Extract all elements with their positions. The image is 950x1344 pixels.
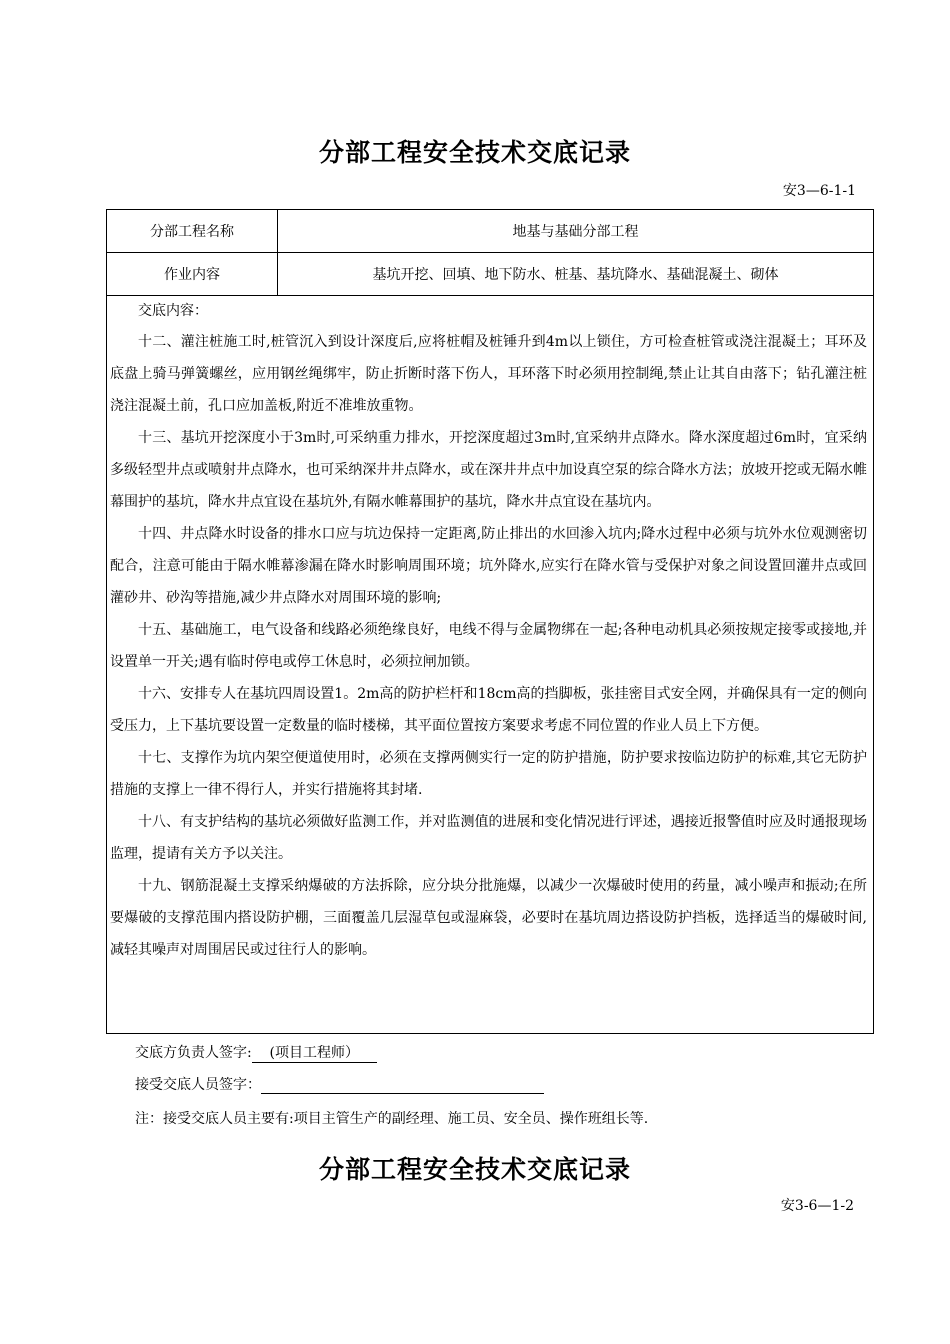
paragraph: 十五、基础施工，电气设备和线路必须绝缘良好，电线不得与金属物绑在一起;各种电动机具必须按规定接零或接地,并设置单一开关;遇有临时停电或停工休息时，必须拉闸加锁。 <box>110 622 867 670</box>
paragraph: 十九、钢筋混凝土支撑采纳爆破的方法拆除，应分块分批施爆，以减少一次爆破时使用的药量，减小噪声和振动;在所要爆破的支撑范围内搭设防护棚，三面覆盖几层湿草包或湿麻袋，必要时在基坑周边搭设防护挡板，选择适当的爆破时间,减轻其噪声对周围居民或过往行人的影响。 <box>110 878 867 958</box>
disclosure-table <box>106 209 874 1034</box>
paragraph: 十七、支撑作为坑内架空便道使用时，必须在支撑两侧实行一定的防护措施，防护要求按临边防护的标难,其它无防护措施的支撑上一律不得行人，并实行措施将其封堵. <box>110 750 867 798</box>
page-title: 分部工程安全技术交底记录 <box>318 1155 631 1184</box>
discloser-signature-field: (项目工程师） <box>252 1042 377 1063</box>
project-name-label: 分部工程名称 <box>107 210 278 252</box>
discloser-signature-label: 交底方负责人签字: <box>135 1045 252 1061</box>
receiver-signature-field <box>261 1077 544 1094</box>
paragraph: 十六、安排专人在基坑四周设置1。2m高的防护栏杆和18cm高的挡脚板，张挂密目式安全网，并确保具有一定的侧向受压力，上下基坑要设置一定数量的临时楼梯，其平面位置按方案要求考虑不同位置的作业人员上下方便。 <box>110 686 867 734</box>
table-row <box>107 252 873 296</box>
paragraph: 十四、井点降水时设备的排水口应与坑边保持一定距离,防止排出的水回渗入坑内;降水过程中必须与坑外水位观测密切配合，注意可能由于隔水帷幕渗漏在降水时影响周围环境；坑外降水,应实行在降水管与受保护对象之间设置回灌井点或回灌砂井、砂沟等措施,减少井点降水对周围环境的影响; <box>110 526 867 606</box>
form-code: 安3—6-1-1 <box>782 183 856 199</box>
disclosure-content <box>107 296 873 1033</box>
paragraph: 十八、有支护结构的基坑必须做好监测工作，并对监测值的进展和变化情况进行评述，遇接近报警值时应及时通报现场监理，提请有关方予以关注。 <box>110 814 867 862</box>
receiver-signature <box>135 1074 544 1094</box>
work-content-value: 基坑开挖、回填、地下防水、桩基、基坑降水、基础混凝土、砌体 <box>372 266 779 283</box>
discloser-signature <box>135 1042 377 1063</box>
work-content-label: 作业内容 <box>107 252 278 295</box>
table-row <box>107 210 873 253</box>
note: 注：接受交底人员主要有:项目主管生产的副经理、施工员、安全员、操作班组长等. <box>135 1111 649 1127</box>
receiver-signature-label: 接受交底人员签字： <box>135 1077 261 1093</box>
paragraph: 十二、灌注桩施工时,桩管沉入到设计深度后,应将桩帽及桩锤升到4m以上锁住，方可检查桩管或浇注混凝土；耳环及底盘上骑马弹簧螺丝，应用钢丝绳绑牢，防止折断时落下伤人，耳环落下时必须用控制绳,禁止让其自由落下；钻孔灌注桩浇注混凝土前，孔口应加盖板,附近不准堆放重物。 <box>110 334 867 414</box>
content-heading: 交底内容： <box>138 303 208 319</box>
project-name-value: 地基与基础分部工程 <box>512 224 639 240</box>
page-title: 分部工程安全技术交底记录 <box>318 138 631 167</box>
paragraph: 十三、基坑开挖深度小于3m时,可采纳重力排水，开挖深度超过3m时,宜采纳井点降水。降水深度超过6m时，宜采纳多级轻型井点或喷射井点降水，也可采纳深井井点降水，或在深井井点中加设真空泵的综合降水方法；放坡开挖或无隔水帷幕围护的基坑，降水井点宜设在基坑外,有隔水帷幕围护的基坑，降水井点宜设在基坑内。 <box>110 430 867 510</box>
form-code: 安3-6—1-2 <box>780 1198 854 1214</box>
